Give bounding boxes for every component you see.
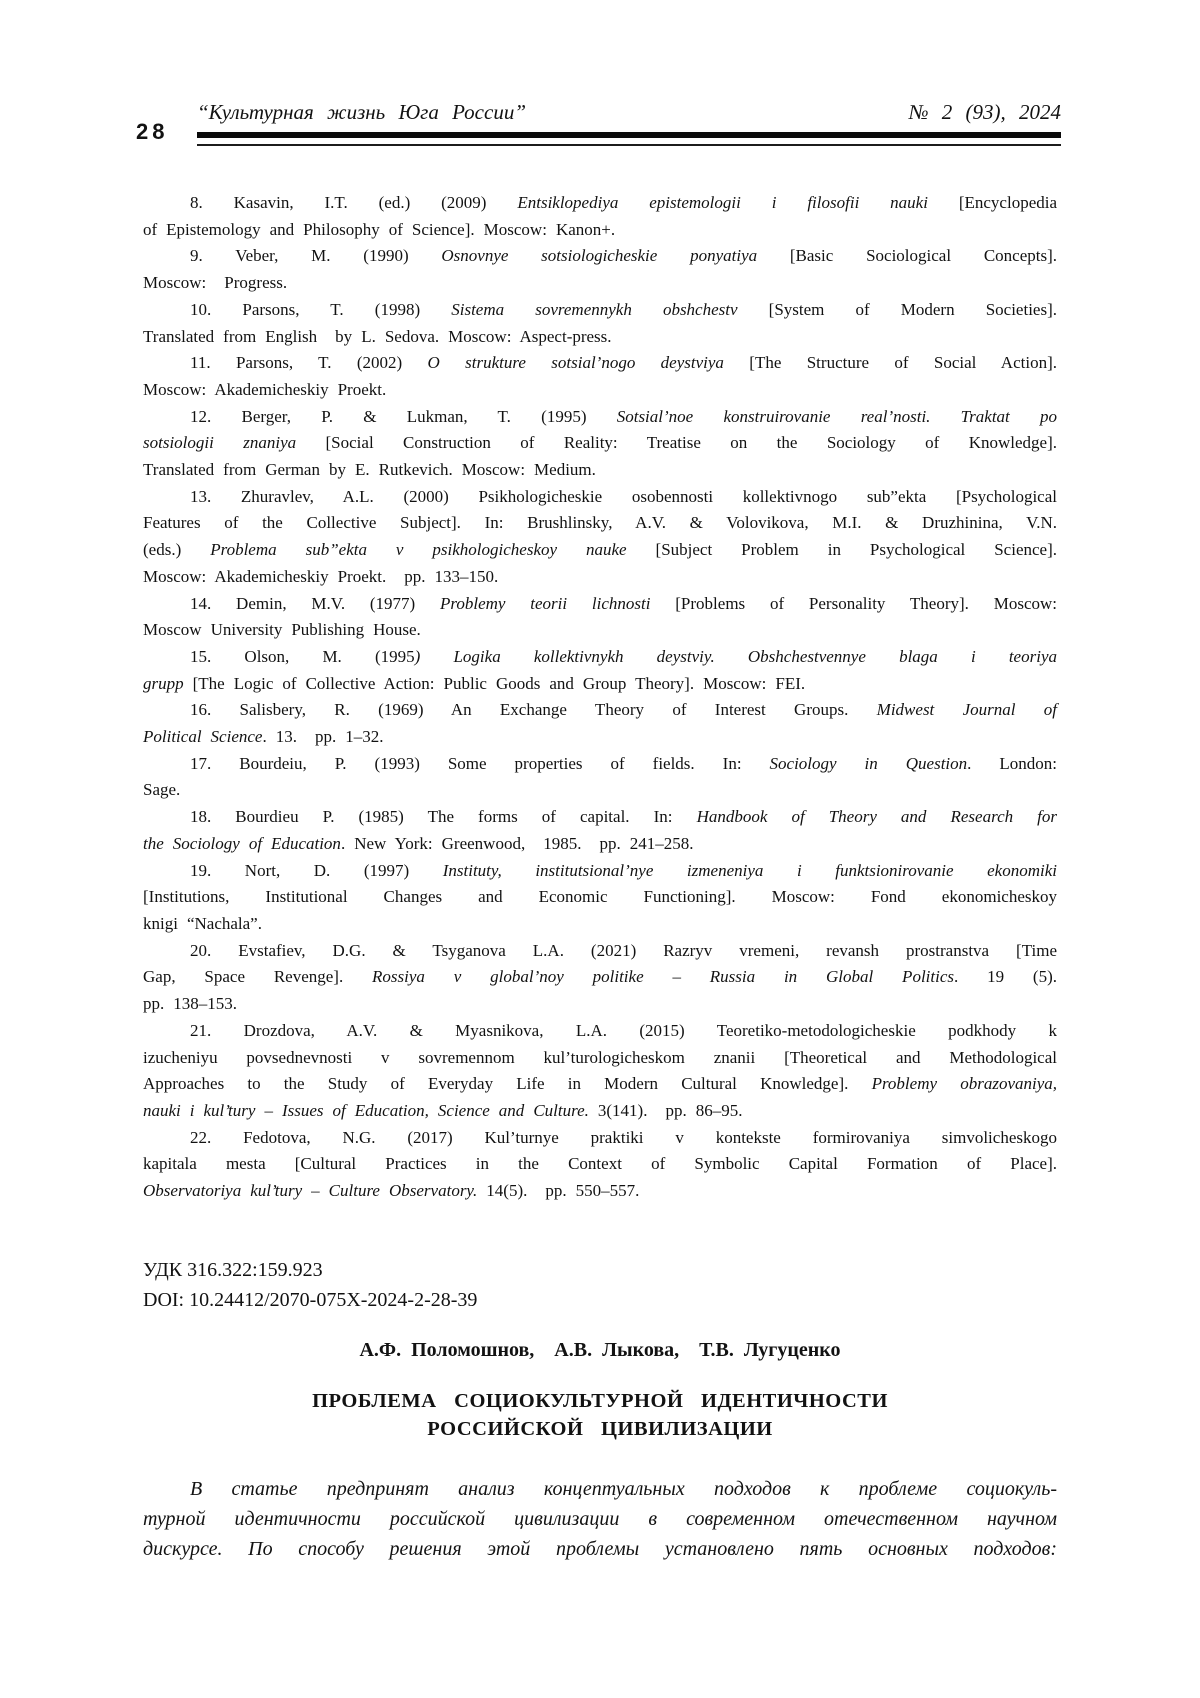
reference-line xyxy=(143,1071,1057,1098)
reference-text: Approaches to the Study of Everyday Life in Modern Cultural Knowledge]. xyxy=(143,1074,872,1094)
reference-text-italic: Political Science xyxy=(143,727,263,747)
reference-text-italic: Sistema sovremennykh obshchestv xyxy=(451,299,738,319)
reference-text: 15. Olson, M. (1995 xyxy=(190,646,415,666)
reference-text-italic: Instituty, institutsional’nye izmeneniya i funktsionirovanie ekonomiki xyxy=(442,860,1057,880)
reference-text: of Epistemology and Philosophy of Science]. Moscow: Kanon+. xyxy=(143,219,616,239)
reference-line xyxy=(143,964,1057,991)
reference-text-italic: O strukture sotsial’nogo deystviya xyxy=(427,353,724,373)
page-header xyxy=(0,0,1200,146)
reference-text: 14. Demin, M.V. (1977) xyxy=(190,593,441,613)
reference-line xyxy=(143,991,1057,1018)
reference-line xyxy=(143,697,1057,724)
abstract xyxy=(143,1474,1057,1564)
reference-text-italic: Sotsial’noe konstruirovanie real’nosti. Traktat po xyxy=(616,406,1058,426)
reference-text: [Basic Sociological Concepts]. xyxy=(757,246,1057,266)
reference-text: Features of the Collective Subject]. In: Brushlinsky, A.V. & Volovikova, M.I. & Druzhinina, V.N. xyxy=(143,513,1057,533)
reference-item xyxy=(143,1125,1057,1205)
header-rule-thick xyxy=(197,132,1061,138)
reference-text: 12. Berger, P. & Lukman, T. (1995) xyxy=(190,406,617,426)
reference-line xyxy=(143,1178,1057,1205)
reference-item xyxy=(143,804,1057,857)
reference-text-italic: Problema sub”ekta v psikhologicheskoy nauke xyxy=(210,540,627,560)
reference-text-italic: the Sociology of Education xyxy=(143,833,341,853)
reference-text: [The Structure of Social Action]. xyxy=(723,353,1057,373)
article-title-line-1: ПРОБЛЕМА СОЦИОКУЛЬТУРНОЙ ИДЕНТИЧНОСТИ xyxy=(312,1389,888,1412)
reference-line xyxy=(143,617,1057,644)
reference-item xyxy=(143,697,1057,750)
reference-line xyxy=(143,591,1057,618)
reference-item xyxy=(143,243,1057,296)
reference-text: Moscow: Akademicheskiy Proekt. pp. 133–150. xyxy=(143,566,499,586)
reference-line xyxy=(143,377,1057,404)
reference-text: 22. Fedotova, N.G. (2017) Kul’turnye praktiki v kontekste formirovaniya simvolicheskogo xyxy=(190,1127,1057,1147)
reference-line xyxy=(143,1045,1057,1072)
reference-text: 11. Parsons, T. (2002) xyxy=(190,353,428,373)
reference-line xyxy=(143,751,1057,778)
reference-line xyxy=(143,777,1057,804)
abstract-line: дискурсе. По способу решения этой проблемы установлено пять основных подходов: xyxy=(143,1537,1057,1560)
reference-item xyxy=(143,1018,1057,1125)
reference-line xyxy=(143,671,1057,698)
reference-line xyxy=(143,804,1057,831)
reference-text: [Encyclopedia xyxy=(927,193,1058,212)
reference-text: Sage. xyxy=(143,780,181,800)
article-head xyxy=(143,1335,1057,1443)
reference-text-italic: Problemy teorii lichnosti xyxy=(440,593,651,613)
reference-text: Gap, Space Revenge]. xyxy=(143,967,373,987)
issue-label: № 2 (93), 2024 xyxy=(908,100,1061,124)
reference-text: Translated from German by E. Rutkevich. Moscow: Medium. xyxy=(143,460,596,480)
reference-text: [Social Construction of Reality: Treatise on the Sociology of Knowledge]. xyxy=(296,433,1057,453)
running-head xyxy=(197,101,1061,123)
abstract-line: турной идентичности российской цивилизации в современном отечественном научном xyxy=(143,1507,1057,1530)
reference-line xyxy=(143,297,1057,324)
reference-text: [The Logic of Collective Action: Public Goods and Group Theory]. Moscow: FEI. xyxy=(183,673,806,693)
reference-item xyxy=(143,591,1057,644)
reference-text: 17. Bourdeiu, P. (1993) Some properties of fields. In: xyxy=(190,753,770,773)
reference-line xyxy=(143,430,1057,457)
reference-text-italic: Osnovnye sotsiologicheskie ponyatiya xyxy=(441,246,758,266)
abstract-line: В статье предпринят анализ концептуальных подходов к проблеме социокуль- xyxy=(190,1477,1057,1500)
reference-text: pp. 138–153. xyxy=(143,994,238,1014)
reference-text: [Institutions, Institutional Changes and Economic Functioning]. Moscow: Fond ekonomicheskoy xyxy=(143,887,1057,907)
reference-line xyxy=(143,1151,1057,1178)
references-list xyxy=(143,190,1057,1205)
reference-text: . New York: Greenwood, 1985. pp. 241–258. xyxy=(340,833,694,853)
reference-text-italic: Problemy obrazovaniya, xyxy=(871,1074,1058,1094)
reference-text-italic: grupp xyxy=(143,673,184,693)
reference-text: 19. Nort, D. (1997) xyxy=(190,860,443,880)
reference-line xyxy=(143,644,1057,671)
reference-line xyxy=(143,243,1057,270)
reference-line xyxy=(143,484,1057,511)
reference-line xyxy=(143,404,1057,431)
reference-line xyxy=(143,324,1057,351)
reference-text-italic: ) Logika kollektivnykh deystviy. Obshchestvennye blaga i teoriya xyxy=(414,646,1057,666)
authors-line: А.Ф. Поломошнов, А.В. Лыкова, Т.В. Лугуценко xyxy=(359,1338,841,1361)
reference-text: [System of Modern Societies]. xyxy=(737,299,1057,319)
reference-text: 8. Kasavin, I.T. (ed.) (2009) xyxy=(190,193,518,212)
article-title xyxy=(143,1387,1057,1443)
reference-item xyxy=(143,751,1057,804)
reference-item xyxy=(143,297,1057,350)
reference-item xyxy=(143,858,1057,938)
reference-line xyxy=(143,217,1057,244)
reference-text: [Subject Problem in Psychological Science]. xyxy=(626,540,1058,560)
reference-text: 3(141). pp. 86–95. xyxy=(588,1100,743,1120)
reference-item xyxy=(143,484,1057,591)
reference-text: 13. Zhuravlev, A.L. (2000) Psikhologicheskie osobennosti kollektivnogo sub”ekta [Psychological xyxy=(190,486,1057,506)
reference-line xyxy=(143,350,1057,377)
reference-item xyxy=(143,938,1057,1018)
journal-title: “Культурная жизнь Юга России” xyxy=(197,100,526,124)
reference-line xyxy=(143,1018,1057,1045)
reference-line xyxy=(143,884,1057,911)
article-meta xyxy=(143,1255,1057,1315)
reference-text: Moscow University Publishing House. xyxy=(143,620,421,640)
reference-text-italic: Sociology in Question xyxy=(769,753,968,773)
reference-text: 20. Evstafiev, D.G. & Tsyganova L.A. (2021) Razryv vremeni, revansh prostranstva [Time xyxy=(190,940,1057,960)
reference-text: 21. Drozdova, A.V. & Myasnikova, L.A. (2015) Teoretiko-metodologicheskie podkhody k xyxy=(190,1020,1057,1040)
page-number: 28 xyxy=(136,119,169,144)
reference-text: Moscow: Progress. xyxy=(143,273,288,293)
reference-text-italic: Midwest Journal of xyxy=(876,700,1057,720)
reference-text: izucheniyu povsednevnosti v sovremennom kul’turologicheskom znanii [Theoretical and Methodological xyxy=(143,1047,1057,1067)
doi-label: DOI: 10.24412/2070-075X-2024-2-28-39 xyxy=(143,1288,478,1311)
reference-text-italic: Observatoriya kul’tury – Culture Observatory. xyxy=(143,1181,478,1201)
udk-label: УДК 316.322:159.923 xyxy=(143,1258,323,1281)
reference-text-italic: Handbook of Theory and Research for xyxy=(696,807,1058,827)
reference-text: 14(5). pp. 550–557. xyxy=(477,1181,640,1201)
reference-text: . London: xyxy=(967,753,1057,773)
reference-text: Moscow: Akademicheskiy Proekt. xyxy=(143,379,387,399)
reference-line xyxy=(143,537,1057,564)
page-content xyxy=(143,190,1057,1564)
reference-line xyxy=(143,831,1057,858)
reference-text: Translated from English by L. Sedova. Moscow: Aspect-press. xyxy=(143,326,612,346)
reference-line xyxy=(143,858,1057,885)
reference-text: (eds.) xyxy=(143,540,211,560)
reference-item xyxy=(143,350,1057,403)
reference-text: knigi “Nachala”. xyxy=(143,913,262,933)
reference-line xyxy=(143,724,1057,751)
reference-item xyxy=(143,644,1057,697)
reference-line xyxy=(143,911,1057,938)
reference-line xyxy=(143,510,1057,537)
article-title-line-2: РОССИЙСКОЙ ЦИВИЛИЗАЦИИ xyxy=(427,1417,773,1440)
reference-text: . 13. pp. 1–32. xyxy=(262,727,384,747)
reference-text: 10. Parsons, T. (1998) xyxy=(190,299,452,319)
reference-text: [Problems of Personality Theory]. Moscow: xyxy=(650,593,1057,613)
reference-text-italic: sotsiologii znaniya xyxy=(143,433,297,453)
reference-item xyxy=(143,404,1057,484)
header-main xyxy=(197,101,1061,146)
reference-line xyxy=(143,564,1057,591)
reference-line xyxy=(143,457,1057,484)
reference-text: 9. Veber, M. (1990) xyxy=(190,246,442,266)
reference-line xyxy=(143,1098,1057,1125)
reference-text: 16. Salisbery, R. (1969) An Exchange Theory of Interest Groups. xyxy=(190,700,877,720)
reference-line xyxy=(143,938,1057,965)
reference-line xyxy=(143,1125,1057,1152)
reference-line xyxy=(143,270,1057,297)
reference-text-italic: nauki i kul’tury – Issues of Education, Science and Culture. xyxy=(143,1100,589,1120)
reference-text-italic: Rossiya v global’noy politike – Russia in Global Politics xyxy=(372,967,954,987)
reference-line xyxy=(143,190,1057,217)
reference-item xyxy=(143,190,1057,243)
reference-text: 18. Bourdieu P. (1985) The forms of capital. In: xyxy=(190,807,697,827)
header-rule-thin xyxy=(197,144,1061,146)
reference-text-italic: Entsiklopediya epistemologii i filosofii nauki xyxy=(517,193,928,212)
reference-text: kapitala mesta [Cultural Practices in the Context of Symbolic Capital Formation of Place]. xyxy=(143,1154,1057,1174)
reference-text: . 19 (5). xyxy=(954,967,1057,987)
